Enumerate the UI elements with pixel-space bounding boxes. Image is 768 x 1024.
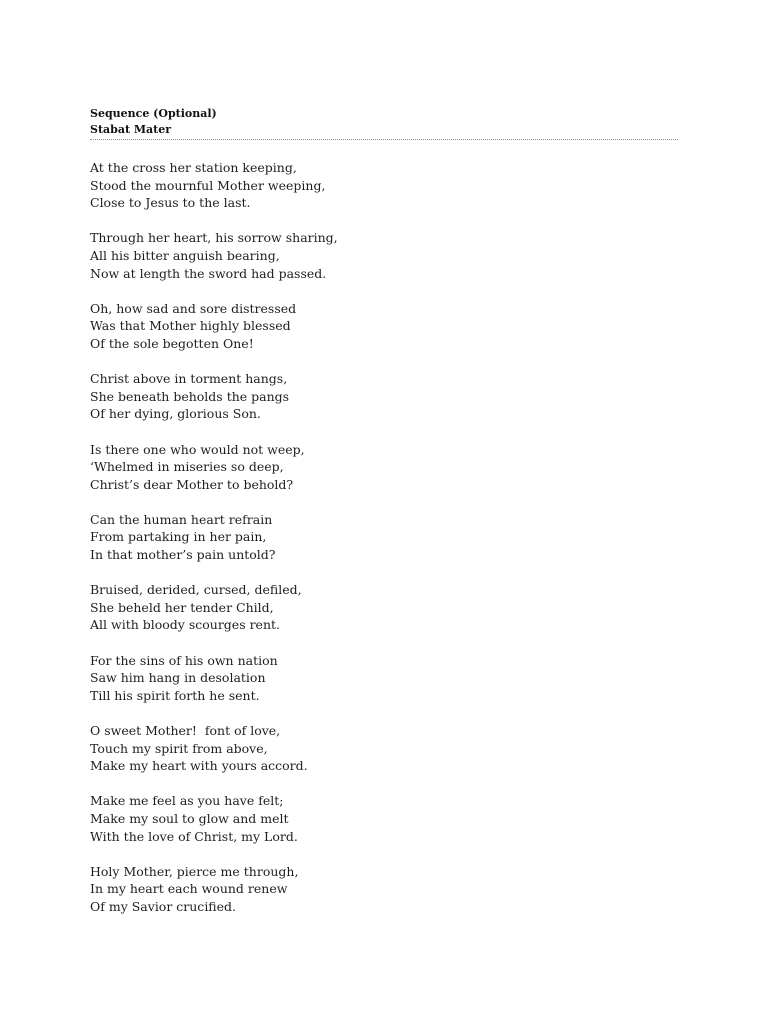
verse-line: Till his spirit forth he sent. (90, 687, 260, 703)
verse-line: Touch my spirit from above, (90, 740, 268, 756)
stanza (90, 300, 680, 353)
verse-line: Of her dying, glorious Son. (90, 406, 261, 422)
verse-line: Of the sole begotten One! (90, 335, 254, 351)
verse-line: Saw him hang in desolation (90, 670, 266, 686)
verse-line: For the sins of his own nation (90, 652, 278, 668)
stanza (90, 370, 680, 423)
verse-list (90, 159, 680, 916)
verse-line: Through her heart, his sorrow sharing, (90, 230, 338, 246)
verse-line: She beneath beholds the pangs (90, 388, 290, 404)
verse-line: All with bloody scourges rent. (90, 617, 281, 633)
stanza (90, 581, 680, 634)
verse-line: From partaking in her pain, (90, 529, 267, 545)
sequence-heading: Sequence (Optional) (90, 107, 217, 120)
stanza (90, 511, 680, 564)
verse-line: With the love of Christ, my Lord. (90, 828, 298, 844)
stanza (90, 441, 680, 494)
stanza (90, 722, 680, 775)
stanza (90, 159, 680, 212)
verse-line: Was that Mother highly blessed (90, 318, 291, 334)
verse-line: Oh, how sad and sore distressed (90, 300, 297, 316)
verse-line: She beheld her tender Child, (90, 599, 274, 615)
verse-line: Make my soul to glow and melt (90, 810, 289, 826)
document-header (90, 106, 680, 138)
verse-line: Christ’s dear Mother to behold? (90, 476, 294, 492)
stanza (90, 652, 680, 705)
stanza (90, 229, 680, 282)
verse-line: ‘Whelmed in miseries so deep, (90, 459, 284, 475)
hymn-title: Stabat Mater (90, 123, 172, 136)
stanza (90, 863, 680, 916)
verse-line: Make my heart with yours accord. (90, 758, 308, 774)
stanza (90, 792, 680, 845)
verse-line: Of my Savior crucified. (90, 898, 237, 914)
dotted-divider (90, 139, 678, 140)
document-page (90, 106, 680, 933)
verse-line: At the cross her station keeping, (90, 160, 297, 175)
verse-line: Close to Jesus to the last. (90, 195, 251, 211)
verse-line: O sweet Mother! font of love, (90, 723, 281, 738)
verse-line: Stood the mournful Mother weeping, (90, 177, 326, 193)
verse-line: Is there one who would not weep, (90, 441, 305, 457)
verse-line: Now at length the sword had passed. (90, 265, 327, 281)
verse-line: In my heart each wound renew (90, 881, 288, 897)
verse-line: In that mother’s pain untold? (90, 547, 276, 563)
verse-line: Bruised, derided, cursed, defiled, (90, 582, 302, 598)
verse-line: All his bitter anguish bearing, (90, 247, 280, 263)
verse-line: Christ above in torment hangs, (90, 371, 288, 387)
verse-line: Holy Mother, pierce me through, (90, 863, 299, 879)
verse-line: Can the human heart refrain (90, 511, 273, 527)
verse-line: Make me feel as you have felt; (90, 793, 284, 809)
